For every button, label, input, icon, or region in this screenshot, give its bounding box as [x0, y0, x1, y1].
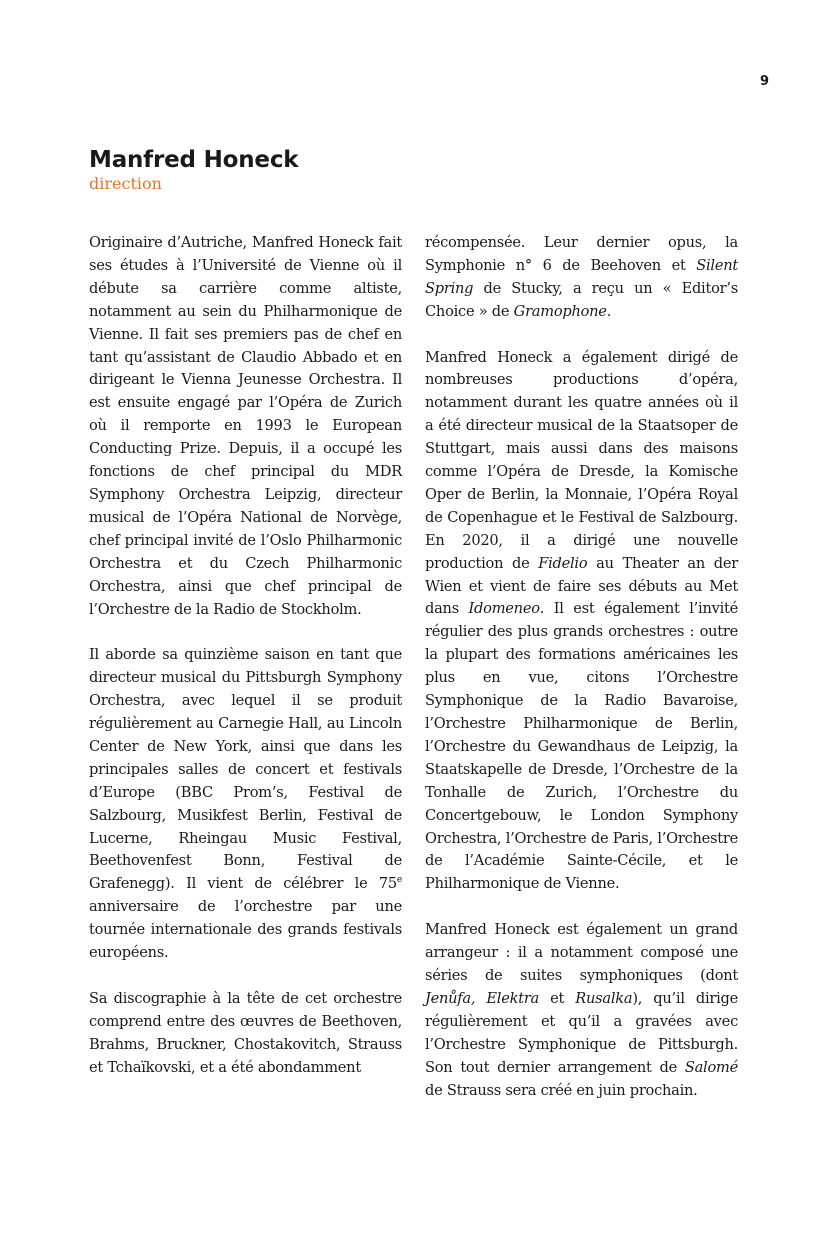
paragraph [425, 232, 738, 324]
work-title: Rusalka [575, 989, 633, 1007]
paragraph-text: Originaire d’Autriche, Manfred Honeck fait ses études à l’Université de Vienne où il débute sa carrière comme altiste, notamment au sein du Philharmonique de Vienne. Il fait ses premiers pas de chef en tant qu’assistant de Claudio Abbado et en dirigeant le Vienna Jeunesse Orchestra. Il est ensuite engagé par l’Opéra de Zurich où il remporte en 1993 le European Conducting Prize. Depuis, il a occupé les fonctions de chef principal du MDR Symphony Orchestra Leipzig, directeur musical de l’Opéra National de Norvège, chef principal invité de l’Oslo Philharmonic Orchestra et du Czech Philharmonic Orchestra, ainsi que chef principal de l’Orchestre de la Radio de Stockholm. [89, 234, 402, 618]
artist-role: direction [89, 174, 162, 193]
paragraph-text: et [539, 989, 576, 1007]
paragraph-text: de Stucky, a reçu un « Editor’s Choice » de [425, 279, 738, 320]
superscript: e [396, 875, 402, 886]
artist-name: Manfred Honeck [89, 147, 299, 173]
paragraph-text: Il aborde sa quinzième saison en tant que directeur musical du Pittsburgh Symphony Orchestra, avec lequel il se produit régulièrement au Carnegie Hall, au Lincoln Center de New York, ainsi que dans les principales salles de concert et festivals d’Europe (BBC Prom’s, Festival de Salzbourg, Musikfest Berlin, Festival de Lucerne, Rheingau Music Festival, Beethovenfest Bonn, Festival de Grafenegg). Il vient de célébrer le 75 [89, 646, 402, 893]
paragraph [89, 644, 402, 965]
right-column [425, 232, 738, 1102]
work-title: Jenůfa, Elektra [425, 989, 539, 1007]
paragraph-text: Manfred Honeck est également un grand arrangeur : il a notamment composé une séries de suites symphoniques (dont [425, 921, 738, 984]
paragraph-text: . Il est également l’invité régulier des plus grands orchestres : outre la plupart des formations américaines les plus en vue, citons l’Orchestre Symphonique de la Radio Bavaroise, l’Orchestre Philharmonique de Berlin, l’Orchestre du Gewandhaus de Leipzig, la Staatskapelle de Dresde, l’Orchestre de la Tonhalle de Zurich, l’Orchestre du Concertgebouw, le London Symphony Orchestra, l’Orchestre de Paris, l’Orchestre de l’Académie Sainte-Cécile, et le Philharmonique de Vienne. [425, 600, 738, 893]
paragraph [89, 988, 402, 1080]
paragraph [425, 919, 738, 1102]
paragraph-text: Manfred Honeck a également dirigé de nombreuses productions d’opéra, notamment durant les quatre années où il a été directeur musical de la Staatsoper de Stuttgart, mais aussi dans des maisons comme l’Opéra de Dresde, la Komische Oper de Berlin, la Monnaie, l’Opéra Royal de Copenhague et le Festival de Salzbourg. En 2020, il a dirigé une nouvelle production de [425, 348, 738, 572]
paragraph-text: de Strauss sera créé en juin prochain. [425, 1081, 698, 1099]
paragraph-text: récompensée. Leur dernier opus, la Symphonie n° 6 de Beehoven et [425, 234, 738, 274]
bio-header [89, 146, 298, 194]
work-title: Idomeneo [468, 600, 540, 618]
work-title: Silent Spring [425, 256, 738, 297]
page-number: 9 [759, 74, 769, 89]
work-title: Fidelio [538, 554, 588, 572]
paragraph-text: . [606, 302, 612, 320]
work-title: Salomé [684, 1058, 738, 1076]
paragraph [89, 232, 402, 621]
paragraph [425, 347, 738, 897]
paragraph-text: anniversaire de l’orchestre par une tournée internationale des grands festivals européens. [89, 898, 402, 962]
left-column [89, 232, 402, 1080]
publication-title: Gramophone [513, 302, 607, 320]
paragraph-text: Sa discographie à la tête de cet orchestre comprend entre des œuvres de Beethoven, Brahms, Bruckner, Chostakovitch, Strauss et Tchaïkovski, et a été abondamment [89, 989, 402, 1076]
paragraph-text: ), qu’il dirige régulièrement et qu’il a gravées avec l’Orchestre Symphonique de Pittsburgh. Son tout dernier arrangement de [425, 989, 738, 1076]
paragraph-text: au Theater an der Wien et vient de faire ses débuts au Met dans [425, 554, 738, 618]
